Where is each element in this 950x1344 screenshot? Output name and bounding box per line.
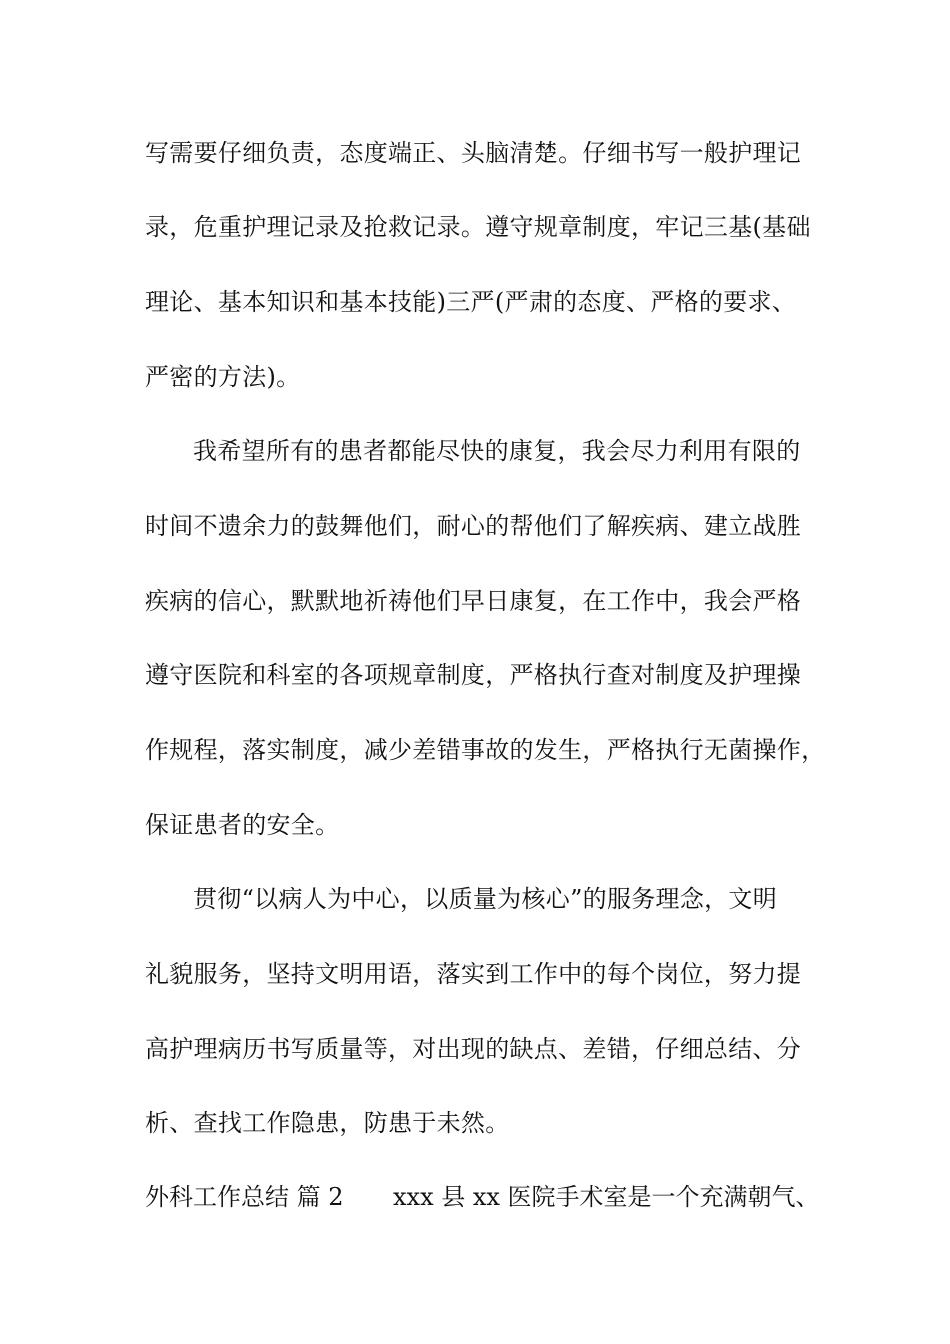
paragraph-2-line-1: 我希望所有的患者都能尽快的康复，我会尽力利用有限的 <box>193 437 801 465</box>
section-heading-text: xxx 县 xx 医院手术室是一个充满朝气、 <box>393 1183 820 1211</box>
paragraph-3-line-2: 礼貌服务，坚持文明用语，落实到工作中的每个岗位，努力提 <box>145 960 802 988</box>
paragraph-3-line-1: 贯彻“以病人为中心，以质量为核心”的服务理念，文明 <box>193 885 778 913</box>
paragraph-2-line-4: 遵守医院和科室的各项规章制度，严格执行查对制度及护理操 <box>145 661 802 689</box>
section-heading-title: 外科工作总结 篇 2 <box>145 1183 344 1211</box>
paragraph-2-line-6: 保证患者的安全。 <box>145 811 340 839</box>
paragraph-2-line-5: 作规程，落实制度，减少差错事故的发生，严格执行无菌操作， <box>145 736 826 764</box>
paragraph-2-line-2: 时间不遗余力的鼓舞他们，耐心的帮他们了解疾病、建立战胜 <box>145 512 802 540</box>
section-heading-row <box>145 1182 845 1212</box>
paragraph-3-line-4: 析、查找工作隐患，防患于未然。 <box>145 1109 510 1137</box>
paragraph-2-line-3: 疾病的信心，默默地祈祷他们早日康复，在工作中，我会严格 <box>145 587 802 615</box>
paragraph-1-line-3: 理论、基本知识和基本技能)三严(严肃的态度、严格的要求、 <box>145 288 797 316</box>
paragraph-3-line-3: 高护理病历书写质量等，对出现的缺点、差错，仔细总结、分 <box>145 1035 802 1063</box>
paragraph-1-line-4: 严密的方法)。 <box>145 363 301 391</box>
paragraph-1-line-2: 录，危重护理记录及抢救记录。遵守规章制度，牢记三基(基础 <box>145 213 811 241</box>
paragraph-1-line-1: 写需要仔细负责，态度端正、头脑清楚。仔细书写一般护理记 <box>145 139 802 167</box>
